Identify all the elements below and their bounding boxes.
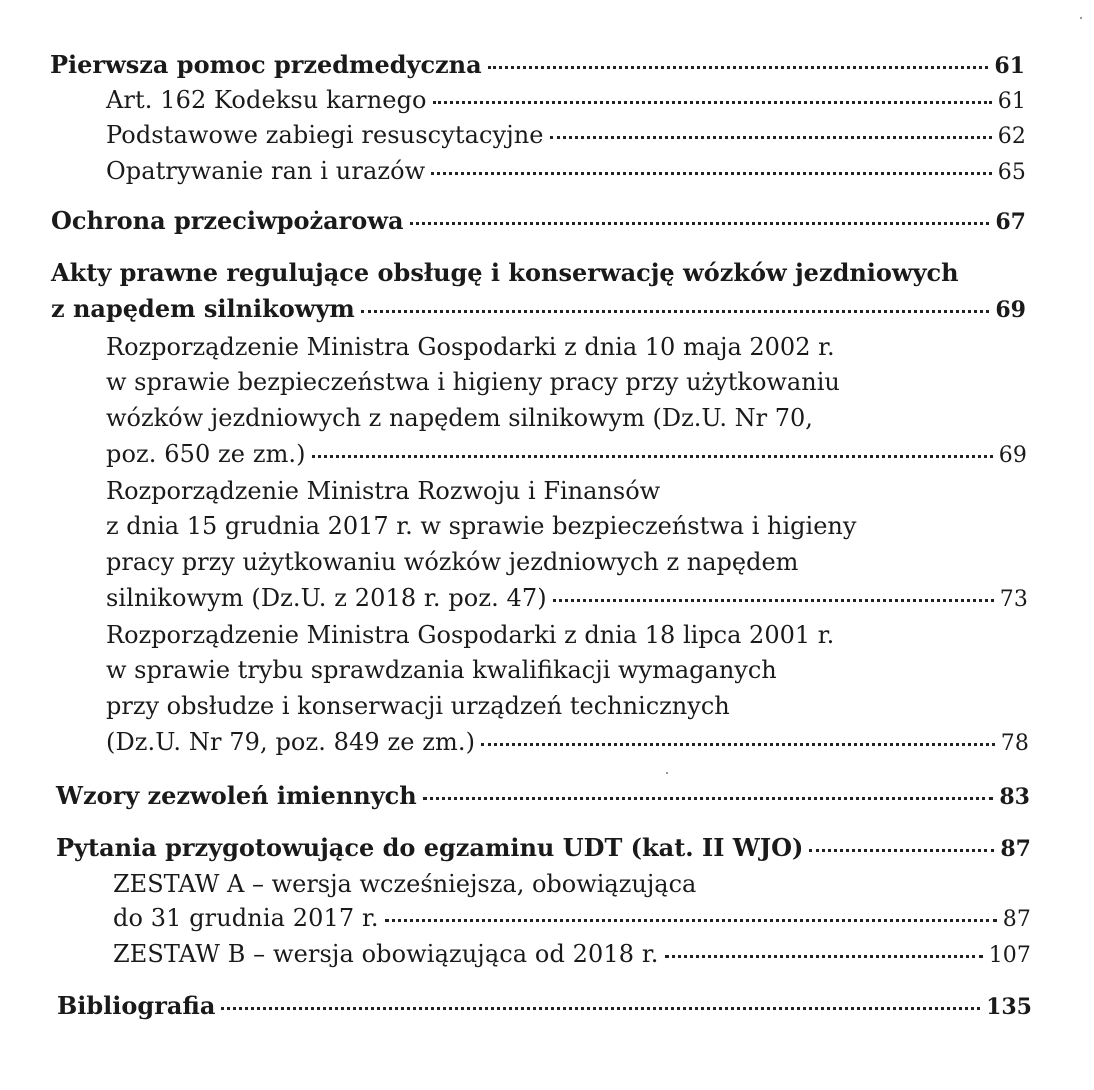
toc-page-number: 69 xyxy=(998,443,1027,468)
toc-page-number: 61 xyxy=(997,89,1026,114)
toc-entry-title: poz. 650 ze zm.) xyxy=(106,440,306,468)
dot-leader xyxy=(481,743,995,746)
toc-entry-title: Wzory zezwoleń imiennych xyxy=(56,781,417,810)
toc-subentry-rozp-2002-line2: w sprawie bezpieczeństwa i higieny pracy przy użytkowaniu xyxy=(106,368,840,396)
toc-page-number: 62 xyxy=(997,124,1026,149)
toc-subentry-rozp-2017-line1: Rozporządzenie Ministra Rozwoju i Finansów xyxy=(106,477,661,505)
toc-entry-title: do 31 grudnia 2017 r. xyxy=(113,904,379,932)
toc-page-number: 78 xyxy=(1000,731,1029,756)
toc-subentry-art-162 xyxy=(106,86,1026,114)
scan-speck xyxy=(666,772,668,774)
toc-subentry-zestaw-a-line1: ZESTAW A – wersja wcześniejsza, obowiązująca xyxy=(113,870,697,898)
toc-subentry-rozp-2001-line3: przy obsłudze i konserwacji urządzeń technicznych xyxy=(106,692,730,720)
toc-subentry-rozp-2017-line3: pracy przy użytkowaniu wózków jezdniowych z napędem xyxy=(106,548,799,576)
toc-page-number: 87 xyxy=(1002,907,1031,932)
dot-leader xyxy=(553,599,994,602)
dot-leader xyxy=(410,222,990,225)
toc-entry-pytania-udt xyxy=(56,833,1031,862)
dot-leader xyxy=(312,455,993,458)
toc-subentry-resuscytacja xyxy=(106,121,1026,149)
toc-entry-ochrona-ppoz xyxy=(51,206,1026,235)
toc-entry-title: Podstawowe zabiegi resuscytacyjne xyxy=(106,121,544,149)
toc-subentry-zestaw-b xyxy=(113,940,1031,968)
toc-subentry-rozp-2002 xyxy=(106,440,1027,468)
dot-leader xyxy=(221,1007,980,1010)
toc-entry-title: ZESTAW B – wersja obowiązująca od 2018 r. xyxy=(113,940,659,968)
toc-page-number: 83 xyxy=(999,784,1030,810)
toc-entry-akty-prawne-line1: Akty prawne regulujące obsługę i konserwację wózków jezdniowych xyxy=(51,258,959,287)
toc-entry-akty-prawne xyxy=(51,294,1026,323)
dot-leader xyxy=(433,101,992,104)
toc-entry-title: Bibliografia xyxy=(57,991,216,1020)
dot-leader xyxy=(431,172,992,175)
toc-entry-title: Pytania przygotowujące do egzaminu UDT (kat. II WJO) xyxy=(56,833,804,862)
toc-page-number: 135 xyxy=(986,994,1032,1020)
toc-entry-bibliografia xyxy=(57,991,1032,1020)
toc-entry-title: z napędem silnikowym xyxy=(51,294,355,323)
dot-leader xyxy=(665,955,983,958)
toc-page-number: 73 xyxy=(999,587,1028,612)
toc-entry-pierwsza-pomoc xyxy=(50,50,1025,79)
toc-entry-title: Art. 162 Kodeksu karnego xyxy=(106,86,427,114)
toc-subentry-rozp-2001-line1: Rozporządzenie Ministra Gospodarki z dnia 18 lipca 2001 r. xyxy=(106,621,835,649)
toc-page-number: 67 xyxy=(995,209,1026,235)
toc-entry-title: Opatrywanie ran i urazów xyxy=(106,157,426,185)
scan-speck xyxy=(1080,17,1082,19)
toc-entry-wzory-zezwolen xyxy=(56,781,1030,810)
dot-leader xyxy=(385,919,997,922)
toc-page-number: 87 xyxy=(1000,836,1031,862)
toc-subentry-rozp-2017-line2: z dnia 15 grudnia 2017 r. w sprawie bezpieczeństwa i higieny xyxy=(106,512,857,540)
toc-subentry-rozp-2017 xyxy=(106,584,1028,612)
toc-subentry-rozp-2001-line2: w sprawie trybu sprawdzania kwalifikacji wymaganych xyxy=(106,656,777,684)
dot-leader xyxy=(488,66,989,69)
toc-entry-title: silnikowym (Dz.U. z 2018 r. poz. 47) xyxy=(106,584,547,612)
toc-subentry-rozp-2001 xyxy=(106,728,1029,756)
toc-subentry-zestaw-a xyxy=(113,904,1031,932)
dot-leader xyxy=(423,797,994,800)
dot-leader xyxy=(361,310,990,313)
toc-page-number: 69 xyxy=(995,297,1026,323)
toc-entry-title: Pierwsza pomoc przedmedyczna xyxy=(50,50,482,79)
dot-leader xyxy=(809,849,994,852)
toc-entry-title: Ochrona przeciwpożarowa xyxy=(51,206,404,235)
toc-subentry-rozp-2002-line3: wózków jezdniowych z napędem silnikowym (Dz.U. Nr 70, xyxy=(106,404,813,432)
toc-page-number: 65 xyxy=(997,160,1026,185)
toc-subentry-opatrywanie xyxy=(106,157,1026,185)
dot-leader xyxy=(550,136,992,139)
toc-subentry-rozp-2002-line1: Rozporządzenie Ministra Gospodarki z dnia 10 maja 2002 r. xyxy=(106,333,835,361)
toc-page-number: 61 xyxy=(994,53,1025,79)
toc-entry-title: (Dz.U. Nr 79, poz. 849 ze zm.) xyxy=(106,728,476,756)
toc-page-number: 107 xyxy=(988,943,1031,968)
